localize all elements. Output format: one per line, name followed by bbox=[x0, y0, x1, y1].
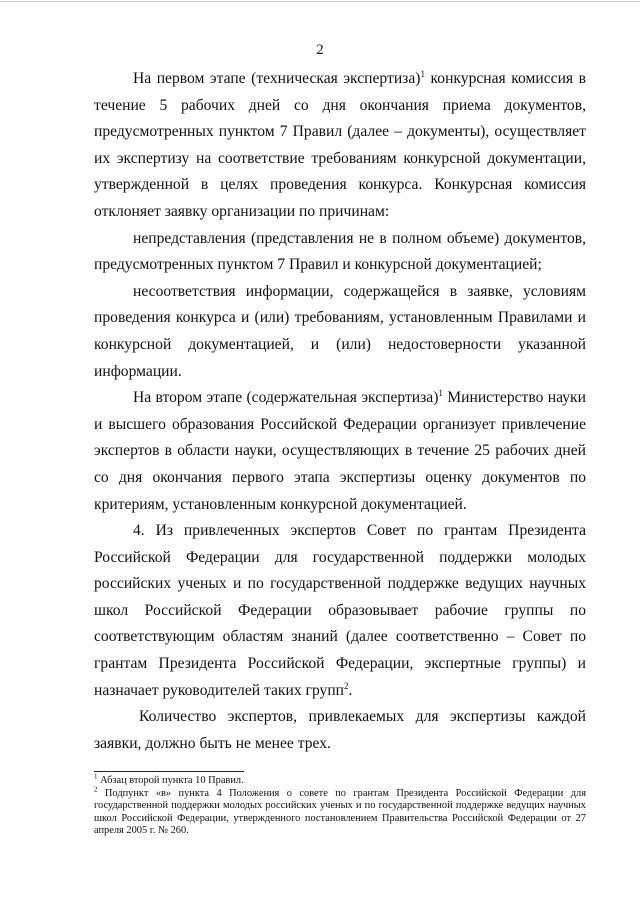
footnotes bbox=[94, 772, 586, 838]
paragraph-content-expertise: На втором этапе (содержательная экспертиза)$^1$ Министерство науки и высшего образования Российской Федерации организует привлечение экспертов в области науки, осуществляющих в течение 25 рабочих дней со дня окончания первого этапа экспертизы оценку документов по критериям, установленным конкурсной документацией. bbox=[94, 387, 586, 513]
footnote-1: $^1$ Абзац второй пункта 10 Правил. bbox=[94, 772, 244, 786]
footnote-2: $^2$ Подпункт «в» пункта 4 Положения о совете по грантам Президента Российской Федерации для государственной поддержки молодых российских ученых и по государственной поддержке ведущих научных школ Российской Федерации, утвержденного постановлением Правительства Российской Федерации от 27 апреля 2005 г. № 260. bbox=[94, 785, 586, 837]
footnote-mark-1: 1 bbox=[94, 772, 98, 781]
document-body bbox=[94, 66, 586, 757]
paragraph-technical-expertise: На первом этапе (техническая экспертиза)$^1$ конкурсная комиссия в течение 5 рабочих дней со дня окончания приема документов, предусмотренных пунктом 7 Правил (далее – документы), осуществляет их экспертизу на соответствие требованиям конкурсной документации, утвержденной в целях проведения конкурса. Конкурсная комиссия отклоняет заявку организации по причинам: bbox=[94, 68, 586, 220]
paragraph-number-of-experts: Количество экспертов, привлекаемых для экспертизы каждой заявки, должно быть не менее трех. bbox=[94, 708, 586, 752]
footnote-ref-2[interactable]: 2 bbox=[344, 680, 349, 691]
paragraph-reason-nonconformity: несоответствия информации, содержащейся в заявке, условиям проведения конкурса и (или) требованиям, установленным Правилами и конкурсной документацией, и (или) недостоверности указанной информации. bbox=[94, 282, 586, 380]
footnote-ref-1[interactable]: 1 bbox=[420, 68, 425, 79]
footnote-separator bbox=[94, 771, 244, 772]
paragraph-reason-nonsubmission: непредставления (представления не в полном объеме) документов, предусмотренных пунктом 7 Правил и конкурсной документацией; bbox=[94, 229, 586, 274]
top-border-line bbox=[0, 1, 640, 2]
page-number: 2 bbox=[316, 42, 324, 58]
footnote-mark-2: 2 bbox=[94, 785, 98, 794]
footnote-ref-1-repeat[interactable]: 1 bbox=[438, 387, 443, 398]
paragraph-item-4-working-groups: 4. Из привлеченных экспертов Совет по грантам Президента Российской Федерации для государственной поддержки молодых российских ученых и по государственной поддержке ведущих научных школ Российской Федерации образовывает рабочие группы по соответствующим областям знаний (далее соответственно – Совет по грантам Президента Российской Федерации, экспертные группы) и назначает руководителей таких групп$^2$. bbox=[94, 522, 586, 699]
